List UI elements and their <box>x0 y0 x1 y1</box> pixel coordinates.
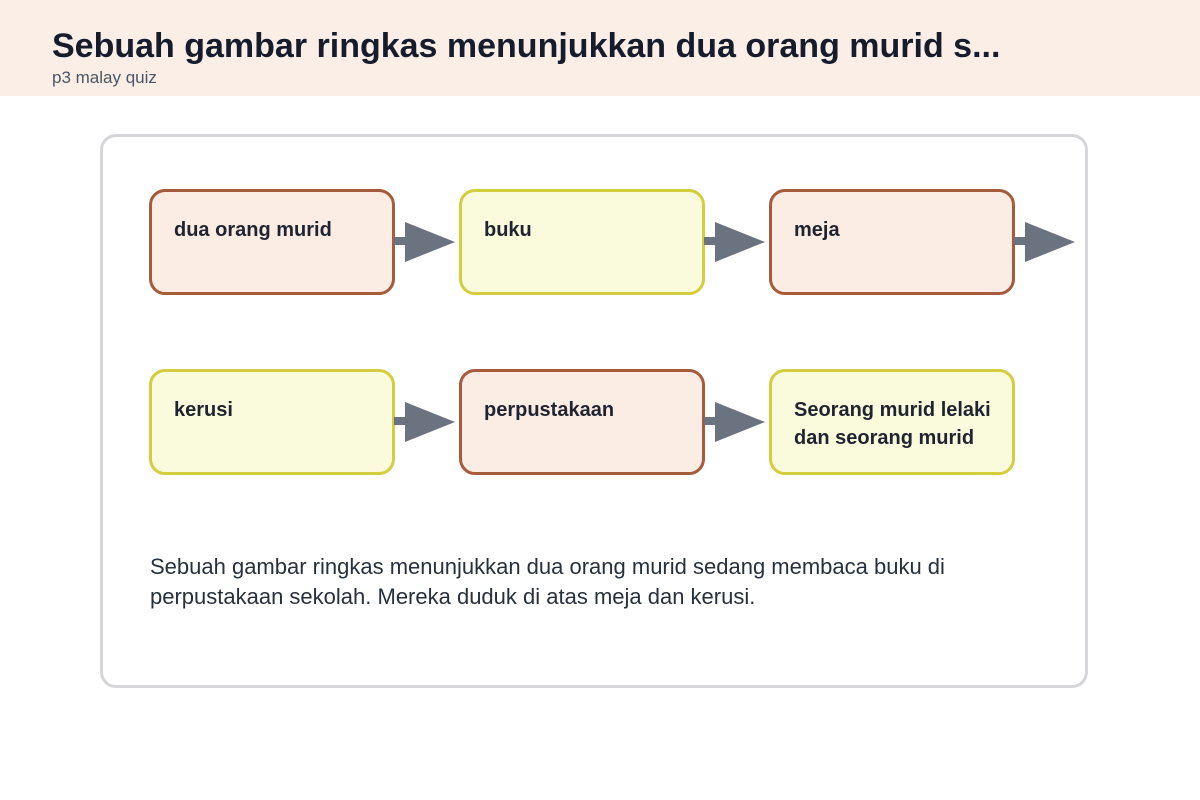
diagram-node-meja: meja <box>769 189 1015 295</box>
diagram-description: Sebuah gambar ringkas menunjukkan dua orang murid sedang membaca buku di perpustakaan sekolah. Mereka duduk di atas meja dan kerusi. <box>150 554 945 609</box>
diagram-node-buku: buku <box>459 189 705 295</box>
header-banner <box>0 0 1200 96</box>
diagram-node-kerusi: kerusi <box>149 369 395 475</box>
flow-arrow-icon <box>1014 220 1094 264</box>
diagram-node-dua-orang-murid: dua orang murid <box>149 189 395 295</box>
diagram-node-perpustakaan: perpustakaan <box>459 369 705 475</box>
diagram-node-seorang-murid: Seorang murid lelaki dan seorang murid <box>769 369 1015 475</box>
page-subtitle: p3 malay quiz <box>52 68 157 87</box>
page-title: Sebuah gambar ringkas menunjukkan dua orang murid s... <box>52 27 1001 65</box>
